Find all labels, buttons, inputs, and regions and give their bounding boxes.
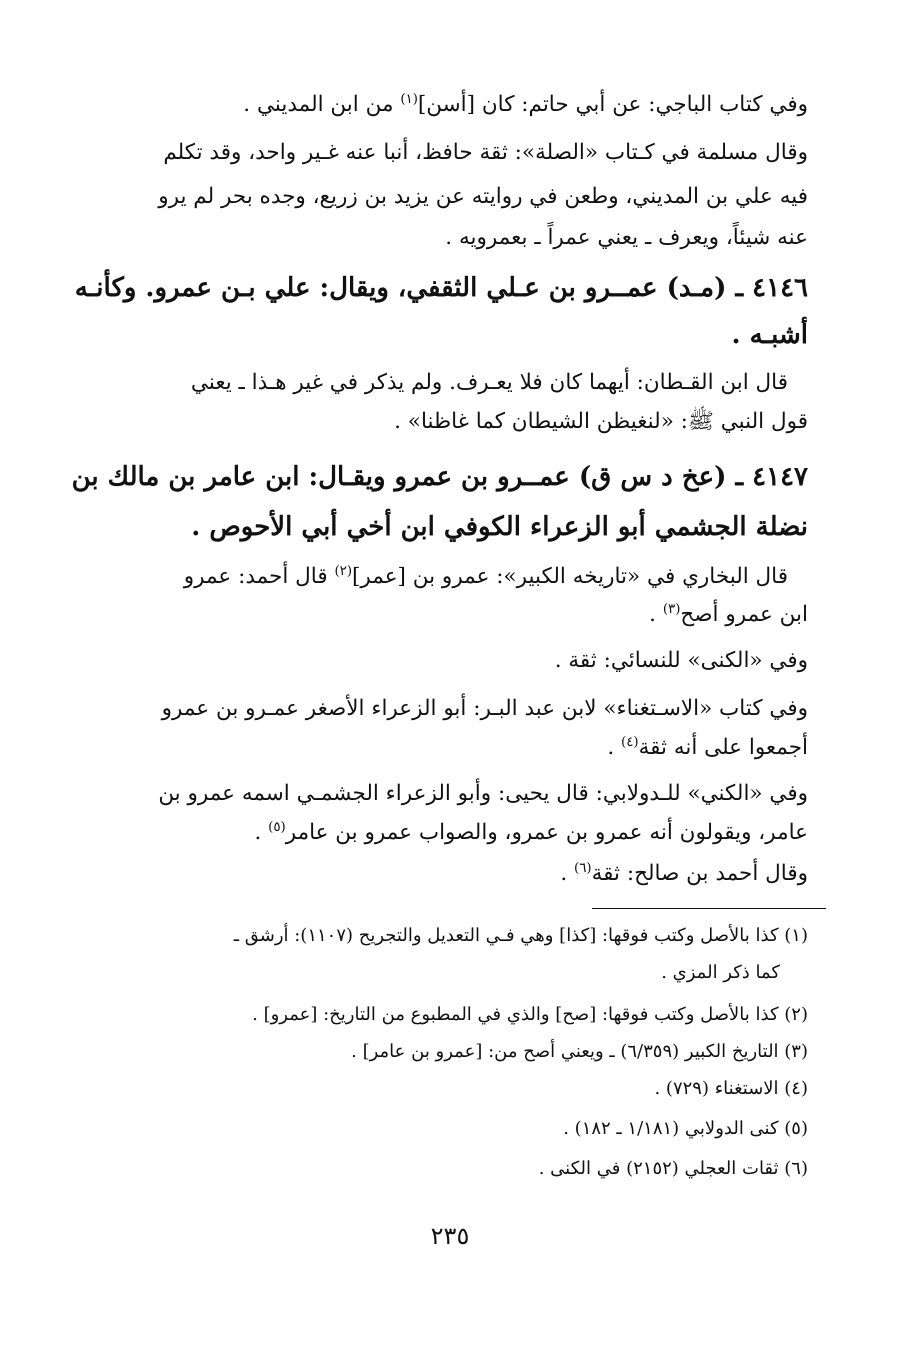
- text-span: وفي كتاب الباجي: عن أبي حاتم: كان [أسن]: [417, 92, 808, 117]
- body-paragraph-line: [88, 735, 808, 760]
- body-paragraph-line: قول النبي ﷺ: «لنغيظن الشيطان كما غاظنا» .: [394, 409, 808, 434]
- footnote-line: (٢) كذا بالأصل وكتب فوقها: [صح] والذي في المطبوع من التاريخ: [عمرو] .: [252, 1004, 808, 1025]
- body-paragraph-line: وقال مسلمة في كـتاب «الصلة»: ثقة حافظ، أنبا عنه غـير واحد، وقد تكلم: [163, 140, 808, 165]
- body-paragraph-line: وفي «الكني» للـدولابي: قال يحيى: وأبو الزعراء الجشمـي اسمه عمرو بن: [158, 781, 808, 806]
- body-paragraph-line: [68, 564, 788, 589]
- body-paragraph-line: [88, 861, 808, 886]
- text-span: من ابن المديني .: [243, 92, 401, 117]
- footnote-ref: (٦): [574, 860, 592, 876]
- body-paragraph-line: فيه علي بن المديني، وطعن في روايته عن يزيد بن زريع، وجده بحر لم يرو: [158, 184, 808, 209]
- footnote-line: (١) كذا بالأصل وكتب فوقها: [كذا] وهي فـي التعديل والتجريح (١١٠٧): أرشق ـ: [233, 925, 808, 946]
- footnote-ref: (٢): [334, 563, 353, 579]
- body-paragraph-line: قال ابن القـطان: أيهما كان فلا يعـرف. ولم يذكر في غير هـذا ـ يعني: [190, 370, 788, 395]
- footnote-line: (٣) التاريخ الكبير (٦/٣٥٩) ـ ويعني أصح من: [عمرو بن عامر] .: [351, 1041, 808, 1062]
- footnote-ref: (٥): [268, 819, 286, 835]
- body-paragraph-line: وفي «الكنى» للنسائي: ثقة .: [554, 648, 808, 673]
- footnote-line: كما ذكر المزي .: [661, 962, 780, 983]
- text-span: .: [607, 735, 622, 760]
- text-span: ابن عمرو أصح: [680, 602, 808, 627]
- page-number: ٢٣٥: [430, 1222, 470, 1250]
- entry-heading-line: أشبـه .: [731, 320, 808, 350]
- body-paragraph-line: [88, 820, 808, 845]
- text-span: أجمعوا على أنه ثقة: [638, 735, 808, 760]
- body-paragraph-line: وفي كتاب «الاسـتغناء» لابن عبد البـر: أبو الزعراء الأصغر عمـرو بن عمرو: [161, 696, 808, 721]
- text-span: قال أحمد: عمرو: [183, 564, 335, 589]
- entry-heading-line: ٤١٤٦ ـ (مـد) عمــرو بن عـلي الثقفي، ويقال: علي بـن عمرو. وكأنـه: [74, 273, 808, 303]
- footnote-line: (٤) الاستغناء (٧٢٩) .: [654, 1078, 808, 1099]
- body-paragraph-line: [88, 602, 808, 627]
- text-span: عامر، ويقولون أنه عمرو بن عمرو، والصواب عمرو بن عامر: [285, 820, 808, 845]
- text-span: .: [649, 602, 663, 627]
- entry-heading-line: نضلة الجشمي أبو الزعراء الكوفي ابن أخي أبي الأحوص .: [191, 512, 808, 542]
- text-span: قال البخاري في «تاريخه الكبير»: عمرو بن [عمر]: [352, 564, 788, 589]
- footnote-line: (٦) ثقات العجلي (٢١٥٢) في الكنى .: [538, 1158, 808, 1179]
- footnote-line: (٥) كنى الدولابي (١/١٨١ ـ ١٨٢) .: [563, 1118, 808, 1139]
- body-paragraph-line: [88, 92, 808, 117]
- footnote-ref: (١): [400, 91, 418, 107]
- footnote-ref: (٣): [662, 601, 681, 617]
- entry-heading-line: ٤١٤٧ ـ (عخ د س ق) عمــرو بن عمرو ويقـال: ابن عامر بن مالك بن: [71, 462, 808, 492]
- footnote-ref: (٤): [621, 734, 639, 750]
- text-span: .: [254, 820, 269, 845]
- text-span: وقال أحمد بن صالح: ثقة: [591, 861, 808, 886]
- footnote-separator: [592, 908, 826, 909]
- text-span: .: [560, 861, 575, 886]
- body-paragraph-line: عنه شيئاً، ويعرف ـ يعني عمراً ـ بعمرويه .: [445, 225, 808, 250]
